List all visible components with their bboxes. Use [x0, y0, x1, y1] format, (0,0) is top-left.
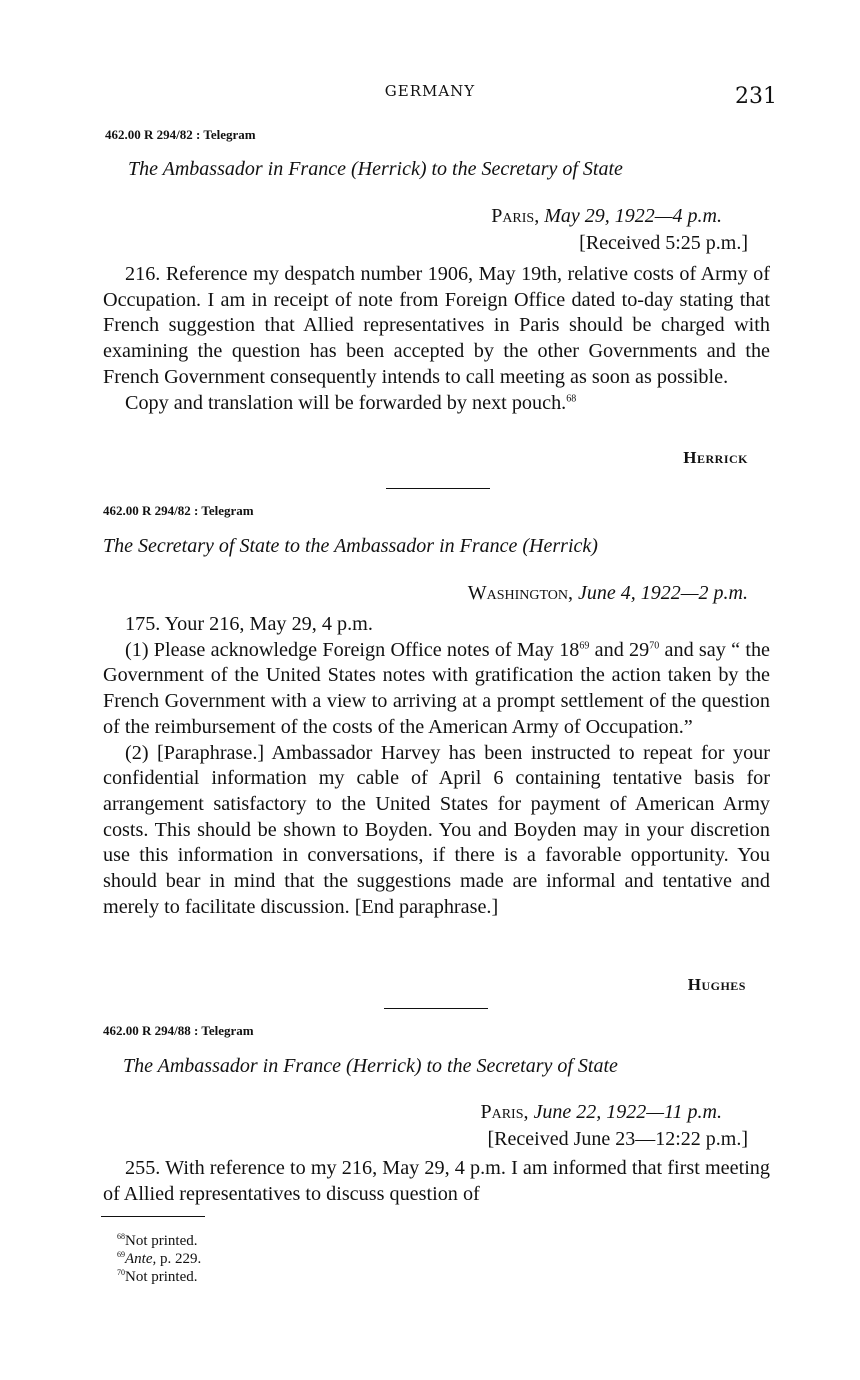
paragraph: 175. Your 216, May 29, 4 p.m. [125, 613, 373, 635]
paragraph: 216. Reference my despatch number 1906, May 19th, relative costs of Army of Occupation. I am in receipt of note from Foreign Office dated to-day stating that French suggestion that Allied representatives in Paris should be charged with examining the question has been accepted by the other Governments and the French Government consequently intends to call meeting as soon as possible. [103, 263, 770, 388]
footnotes [117, 1232, 201, 1286]
footnote: $^{70}$Not printed. [117, 1268, 198, 1285]
section-divider [384, 1008, 488, 1009]
paragraph: Copy and translation will be forwarded by next pouch.$^{68}$ [125, 391, 577, 414]
telegram-body [103, 262, 770, 416]
paragraph: 255. With reference to my 216, May 29, 4 p.m. I am informed that first meeting of Allied representatives to discuss question of [103, 1157, 770, 1205]
received-line: [Received June 23—12:22 p.m.] [487, 1128, 748, 1150]
page-number: 231 [735, 84, 777, 109]
footnote-rule [101, 1216, 205, 1217]
dateline: Paris, May 29, 1922—4 p.m. [491, 205, 722, 227]
received-line: [Received 5:25 p.m.] [579, 232, 748, 254]
signature: Herrick [683, 448, 748, 467]
telegram-body [103, 612, 770, 920]
file-reference: 462.00 R 294/88 : Telegram [103, 1023, 254, 1038]
footnote-mark: 68 [566, 392, 577, 404]
running-title: GERMANY [384, 82, 476, 100]
document-heading: The Ambassador in France (Herrick) to the Secretary of State [128, 158, 623, 180]
footnote: $^{69}$Ante, p. 229. [117, 1250, 202, 1267]
section-divider [386, 488, 490, 489]
document-heading: The Ambassador in France (Herrick) to the Secretary of State [123, 1055, 618, 1077]
file-reference: 462.00 R 294/82 : Telegram [105, 127, 256, 142]
dateline: Paris, June 22, 1922—11 p.m. [480, 1101, 722, 1123]
signature: Hughes [687, 975, 746, 994]
paragraph: (2) [Paraphrase.] Ambassador Harvey has been instructed to repeat for your confidential information my cable of April 6 containing tentative basis for arrangement satisfactory to the United States for payment of American Army costs. This should be shown to Boyden. You and Boyden may in your discretion use this information in conversations, if there is a favorable opportunity. You should bear in mind that the suggestions made are informal and tentative and merely to facilitate discussion. [End paraphrase.] [103, 741, 770, 918]
footnote-mark: 69 [579, 639, 590, 651]
footnote-mark: 70 [649, 639, 660, 651]
paragraph: (1) Please acknowledge Foreign Office notes of May $18^{69}$ and $29^{70}$ and say “ the Government of the United States notes with gratification the action taken by the French Government with a view to arriving at a prompt settlement of the question of the reimbursement of the costs of the American Army of Occupation.” [103, 638, 771, 738]
document-heading: The Secretary of State to the Ambassador in France (Herrick) [103, 535, 598, 557]
telegram-body [103, 1156, 770, 1207]
file-reference: 462.00 R 294/82 : Telegram [103, 503, 254, 518]
dateline: Washington, June 4, 1922—2 p.m. [467, 582, 748, 604]
footnote: $^{68}$Not printed. [117, 1232, 198, 1249]
